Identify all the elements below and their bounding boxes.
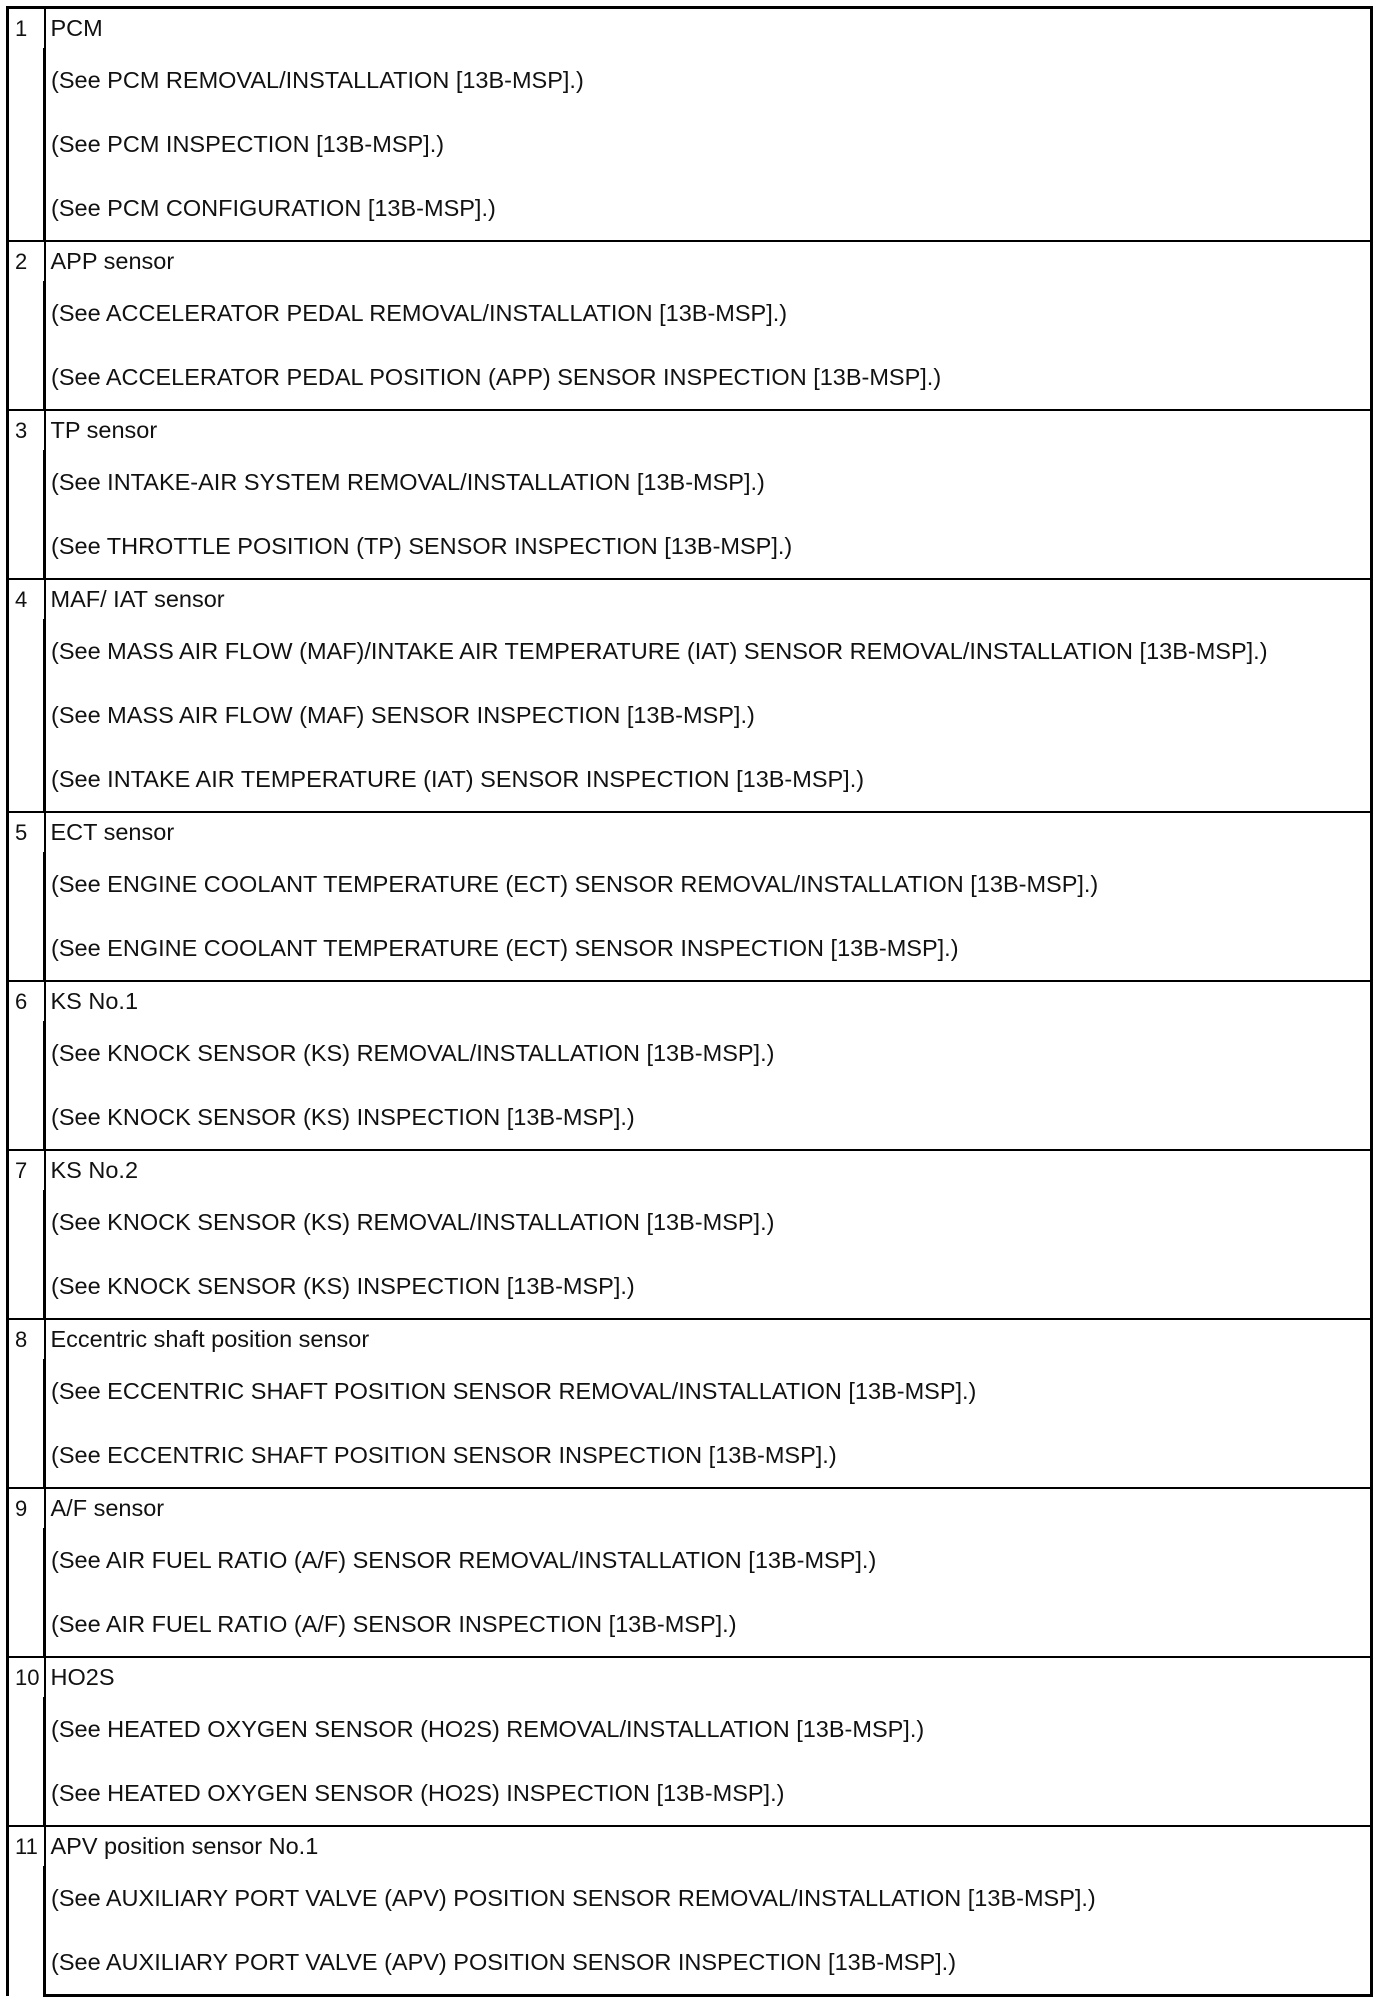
procedure-reference-link[interactable]: (See KNOCK SENSOR (KS) REMOVAL/INSTALLATION [13B-MSP].) [45, 1021, 1372, 1085]
reference-row [8, 1930, 1372, 1996]
reference-row [8, 1592, 1372, 1657]
reference-row [8, 345, 1372, 410]
part-number: 6 [8, 981, 45, 1150]
part-row [8, 981, 1372, 1021]
procedure-reference-link[interactable]: (See INTAKE AIR TEMPERATURE (IAT) SENSOR INSPECTION [13B-MSP].) [45, 747, 1372, 812]
procedure-reference-link[interactable]: (See ENGINE COOLANT TEMPERATURE (ECT) SENSOR REMOVAL/INSTALLATION [13B-MSP].) [45, 852, 1372, 916]
procedure-reference-link[interactable]: (See ECCENTRIC SHAFT POSITION SENSOR INSPECTION [13B-MSP].) [45, 1423, 1372, 1488]
reference-row [8, 48, 1372, 112]
procedure-reference-link[interactable]: (See PCM INSPECTION [13B-MSP].) [45, 112, 1372, 176]
procedure-reference-link[interactable]: (See INTAKE-AIR SYSTEM REMOVAL/INSTALLATION [13B-MSP].) [45, 450, 1372, 514]
part-number: 5 [8, 812, 45, 981]
procedure-reference-link[interactable]: (See MASS AIR FLOW (MAF) SENSOR INSPECTION [13B-MSP].) [45, 683, 1372, 747]
procedure-reference-link[interactable]: (See PCM CONFIGURATION [13B-MSP].) [45, 176, 1372, 241]
procedure-reference-link[interactable]: (See KNOCK SENSOR (KS) REMOVAL/INSTALLATION [13B-MSP].) [45, 1190, 1372, 1254]
reference-row [8, 1359, 1372, 1423]
reference-row [8, 514, 1372, 579]
part-row [8, 8, 1372, 49]
part-name: A/F sensor [45, 1488, 1372, 1528]
procedure-reference-link[interactable]: (See HEATED OXYGEN SENSOR (HO2S) INSPECTION [13B-MSP].) [45, 1761, 1372, 1826]
reference-row [8, 1528, 1372, 1592]
part-row [8, 1319, 1372, 1359]
part-number: 4 [8, 579, 45, 812]
reference-row [8, 916, 1372, 981]
parts-table-body [8, 8, 1372, 1996]
procedure-reference-link[interactable]: (See AIR FUEL RATIO (A/F) SENSOR REMOVAL/INSTALLATION [13B-MSP].) [45, 1528, 1372, 1592]
part-name: KS No.2 [45, 1150, 1372, 1190]
procedure-reference-link[interactable]: (See AUXILIARY PORT VALVE (APV) POSITION SENSOR INSPECTION [13B-MSP].) [45, 1930, 1372, 1996]
part-number: 10 [8, 1657, 45, 1826]
part-name: TP sensor [45, 410, 1372, 450]
procedure-reference-link[interactable]: (See THROTTLE POSITION (TP) SENSOR INSPECTION [13B-MSP].) [45, 514, 1372, 579]
reference-row [8, 1761, 1372, 1826]
reference-row [8, 1190, 1372, 1254]
part-name: Eccentric shaft position sensor [45, 1319, 1372, 1359]
reference-row [8, 176, 1372, 241]
procedure-reference-link[interactable]: (See ENGINE COOLANT TEMPERATURE (ECT) SENSOR INSPECTION [13B-MSP].) [45, 916, 1372, 981]
procedure-reference-link[interactable]: (See PCM REMOVAL/INSTALLATION [13B-MSP].) [45, 48, 1372, 112]
procedure-reference-link[interactable]: (See ACCELERATOR PEDAL POSITION (APP) SENSOR INSPECTION [13B-MSP].) [45, 345, 1372, 410]
procedure-reference-link[interactable]: (See ECCENTRIC SHAFT POSITION SENSOR REMOVAL/INSTALLATION [13B-MSP].) [45, 1359, 1372, 1423]
parts-reference-sheet [6, 6, 1373, 1997]
procedure-reference-link[interactable]: (See KNOCK SENSOR (KS) INSPECTION [13B-MSP].) [45, 1254, 1372, 1319]
part-number: 11 [8, 1826, 45, 1996]
part-row [8, 1657, 1372, 1697]
part-row [8, 579, 1372, 619]
reference-row [8, 281, 1372, 345]
part-row [8, 241, 1372, 281]
reference-row [8, 1866, 1372, 1930]
reference-row [8, 112, 1372, 176]
part-name: ECT sensor [45, 812, 1372, 852]
part-row [8, 1826, 1372, 1866]
procedure-reference-link[interactable]: (See MASS AIR FLOW (MAF)/INTAKE AIR TEMPERATURE (IAT) SENSOR REMOVAL/INSTALLATION [13B-MSP].) [45, 619, 1372, 683]
part-number: 3 [8, 410, 45, 579]
procedure-reference-link[interactable]: (See AUXILIARY PORT VALVE (APV) POSITION SENSOR REMOVAL/INSTALLATION [13B-MSP].) [45, 1866, 1372, 1930]
part-name: MAF/ IAT sensor [45, 579, 1372, 619]
part-name: HO2S [45, 1657, 1372, 1697]
procedure-reference-link[interactable]: (See KNOCK SENSOR (KS) INSPECTION [13B-MSP].) [45, 1085, 1372, 1150]
part-number: 7 [8, 1150, 45, 1319]
reference-row [8, 619, 1372, 683]
procedure-reference-link[interactable]: (See AIR FUEL RATIO (A/F) SENSOR INSPECTION [13B-MSP].) [45, 1592, 1372, 1657]
part-row [8, 812, 1372, 852]
reference-row [8, 1254, 1372, 1319]
part-number: 8 [8, 1319, 45, 1488]
part-name: APP sensor [45, 241, 1372, 281]
reference-row [8, 683, 1372, 747]
part-name: PCM [45, 8, 1372, 49]
procedure-reference-link[interactable]: (See ACCELERATOR PEDAL REMOVAL/INSTALLATION [13B-MSP].) [45, 281, 1372, 345]
part-name: KS No.1 [45, 981, 1372, 1021]
part-number: 9 [8, 1488, 45, 1657]
reference-row [8, 747, 1372, 812]
part-row [8, 1150, 1372, 1190]
part-name: APV position sensor No.1 [45, 1826, 1372, 1866]
reference-row [8, 1021, 1372, 1085]
part-row [8, 1488, 1372, 1528]
reference-row [8, 852, 1372, 916]
reference-row [8, 450, 1372, 514]
part-number: 2 [8, 241, 45, 410]
part-number: 1 [8, 8, 45, 242]
parts-table [6, 6, 1373, 1997]
reference-row [8, 1085, 1372, 1150]
procedure-reference-link[interactable]: (See HEATED OXYGEN SENSOR (HO2S) REMOVAL/INSTALLATION [13B-MSP].) [45, 1697, 1372, 1761]
reference-row [8, 1423, 1372, 1488]
reference-row [8, 1697, 1372, 1761]
part-row [8, 410, 1372, 450]
